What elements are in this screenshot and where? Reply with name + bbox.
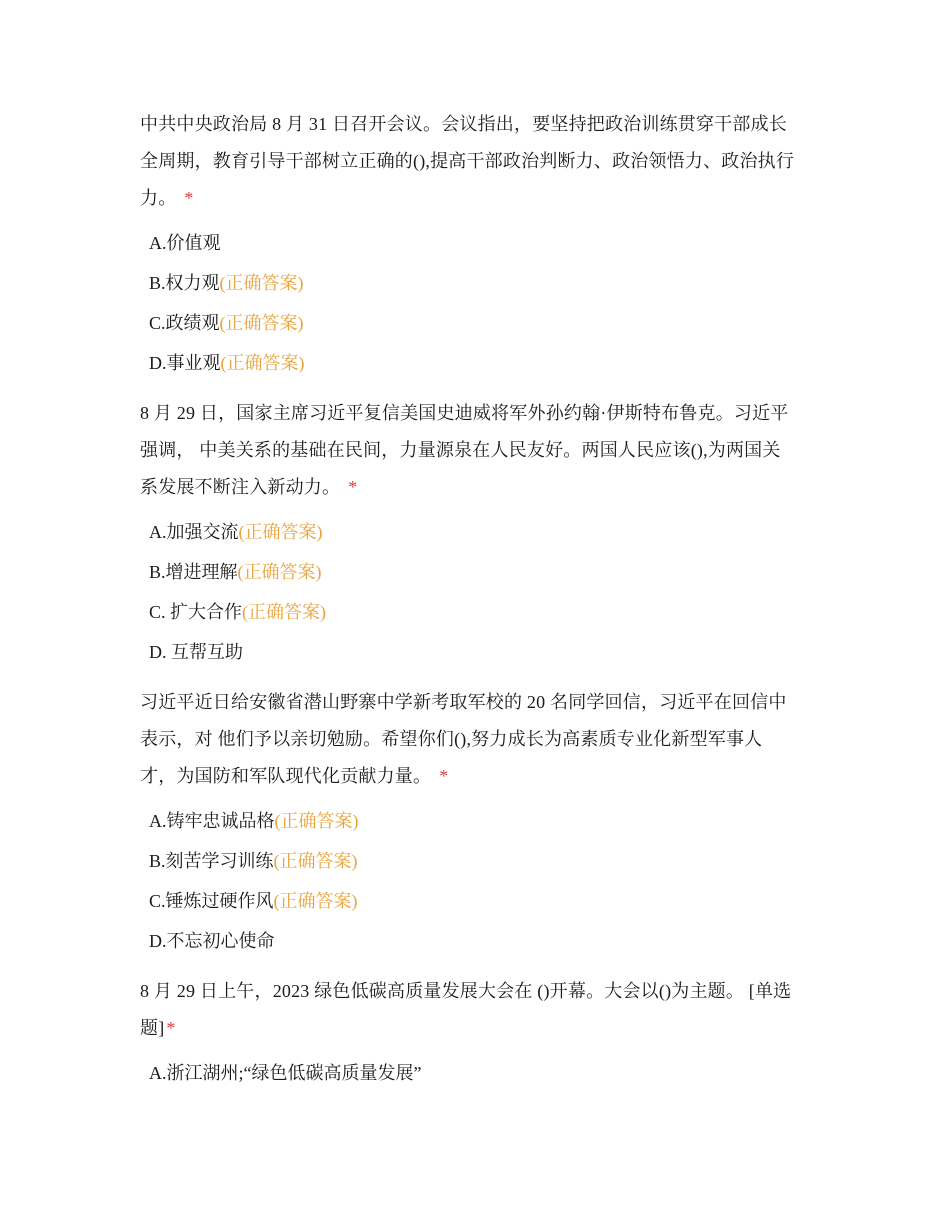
option-d[interactable] [140,632,812,672]
question-line: 全周期，教育引导干部树立正确的(),提高干部政治判断力、政治领悟力、政治执行 [140,151,795,171]
question-line-text: 才，为国防和军队现代化贡献力量。 [140,766,432,786]
option-label: C.锤炼过硬作风 [149,891,274,911]
correct-answer-tag: (正确答案) [274,811,359,831]
option-label: C.政绩观 [149,313,220,333]
option-label: B.增进理解 [149,562,238,582]
question-line-text: 题] [140,1018,165,1038]
option-label: D.事业观 [149,353,221,373]
question-text [140,106,812,217]
option-a[interactable] [140,223,812,263]
option-label: B.权力观 [149,273,220,293]
option-label: B.刻苦学习训练 [149,851,274,871]
question-line-text: 系发展不断注入新动力。 [140,477,341,497]
option-b[interactable] [140,552,812,592]
question-line [140,469,812,506]
option-c[interactable] [140,881,812,921]
question-4 [140,973,812,1093]
option-d[interactable] [140,343,812,383]
option-c[interactable] [140,303,812,343]
question-line [140,1010,812,1047]
correct-answer-tag: (正确答案) [273,891,358,911]
question-line: 习近平近日给安徽省潜山野寨中学新考取军校的 20 名同学回信，习近平在回信中 [140,692,787,712]
option-list [140,1053,812,1093]
option-label: A.加强交流 [149,522,239,542]
correct-answer-tag: (正确答案) [219,273,304,293]
correct-answer-tag: (正确答案) [273,851,358,871]
question-2 [140,395,812,672]
question-3 [140,684,812,961]
option-d[interactable] [140,921,812,961]
correct-answer-tag: (正确答案) [242,602,327,622]
option-list [140,801,812,961]
option-label: C. 扩大合作 [149,602,243,622]
option-label: A.铸牢忠诚品格 [149,811,275,831]
option-label: A.价值观 [149,233,221,253]
question-line [140,758,812,795]
option-a[interactable] [140,512,812,552]
question-text [140,973,812,1047]
option-label: D.不忘初心使命 [149,931,275,951]
option-b[interactable] [140,263,812,303]
question-1 [140,106,812,383]
question-text [140,684,812,795]
question-line: 8 月 29 日上午，2023 绿色低碳高质量发展大会在 ()开幕。大会以()为主题。 [单选 [140,981,792,1001]
option-label: A.浙江湖州;“绿色低碳高质量发展” [149,1063,422,1083]
option-list [140,512,812,672]
question-line: 表示，对 他们予以亲切勉励。希望你们(),努力成长为高素质专业化新型军事人 [140,729,763,749]
question-line-text: 力。 [140,188,177,208]
question-line: 8 月 29 日，国家主席习近平复信美国史迪威将军外孙约翰·伊斯特布鲁克。习近平 [140,403,789,423]
question-line [140,180,812,217]
quiz-document [140,106,812,1093]
option-b[interactable] [140,841,812,881]
option-list [140,223,812,383]
correct-answer-tag: (正确答案) [238,522,323,542]
required-marker: * [166,1018,176,1038]
required-marker: * [348,477,358,497]
question-line: 中共中央政治局 8 月 31 日召开会议。会议指出，要坚持把政治训练贯穿干部成长 [140,114,787,134]
correct-answer-tag: (正确答案) [237,562,322,582]
option-a[interactable] [140,1053,812,1093]
required-marker: * [184,188,194,208]
option-label: D. 互帮互助 [149,642,243,662]
question-text [140,395,812,506]
option-c[interactable] [140,592,812,632]
option-a[interactable] [140,801,812,841]
required-marker: * [439,766,449,786]
correct-answer-tag: (正确答案) [220,353,305,373]
question-line: 强调， 中美关系的基础在民间，力量源泉在人民友好。两国人民应该(),为两国关 [140,440,781,460]
correct-answer-tag: (正确答案) [219,313,304,333]
